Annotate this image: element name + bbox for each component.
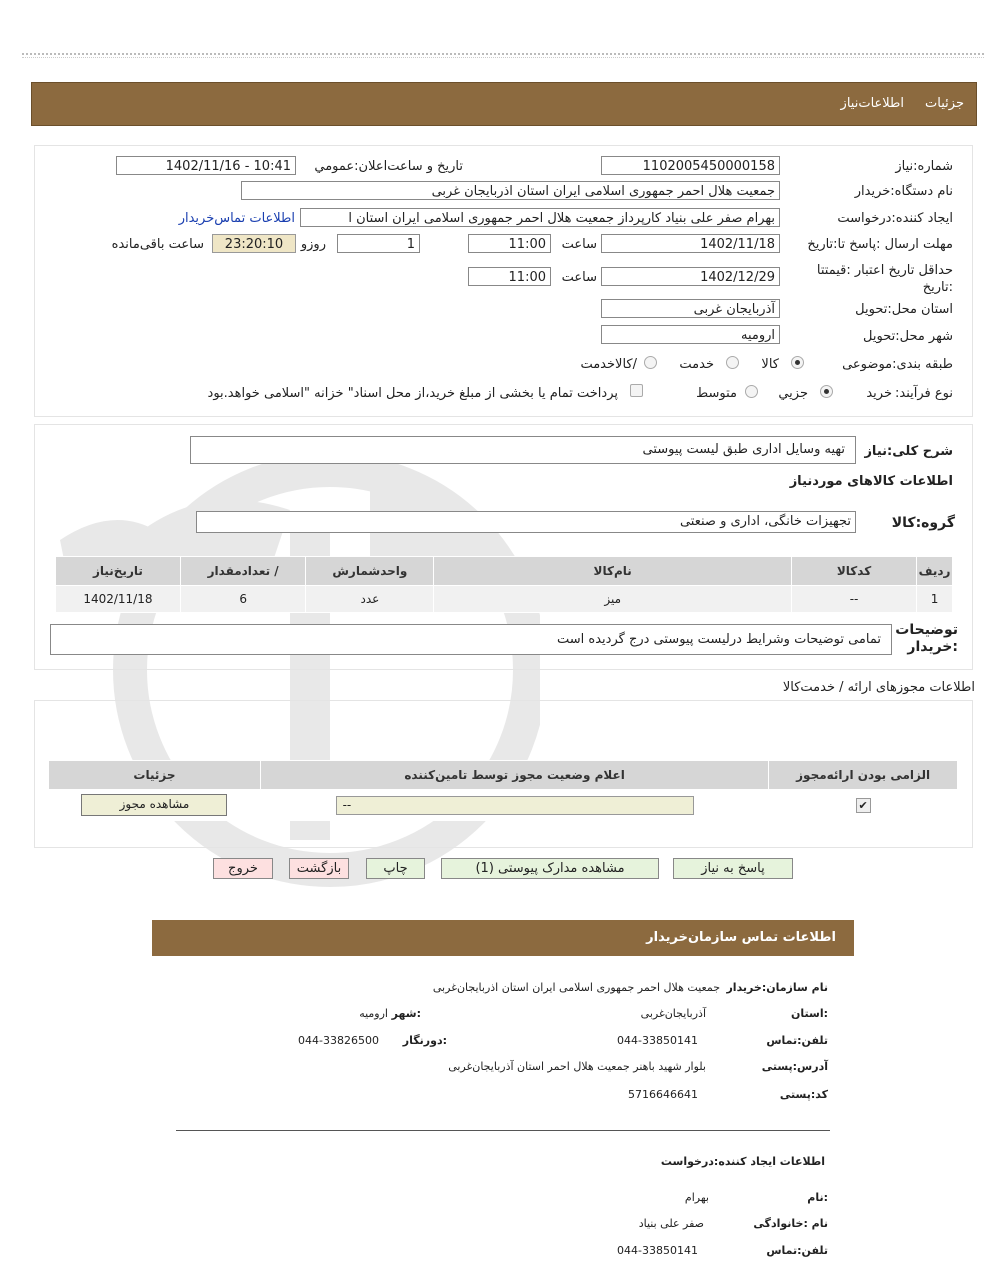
contact-address-label: آدرس:پستی [761, 1060, 828, 1073]
top-divider [22, 53, 984, 55]
goods-table-header [56, 557, 953, 586]
summary-label: شرح کلی:نیاز [864, 444, 953, 459]
cell-unit: عدد [306, 586, 434, 613]
contact-fax-value: 044-33826500 [298, 1034, 379, 1047]
province-field: آذربایجان غربی [601, 299, 780, 318]
radio-goods-service-label: /کالاخدمت [580, 357, 637, 372]
radio-partial[interactable] [820, 385, 833, 398]
creator-family-label: نام :خانوادگی [753, 1217, 828, 1230]
radio-partial-label: جزيي [778, 386, 808, 401]
creator-info-title: اطلاعات ایجاد کننده:درخواست [660, 1155, 825, 1168]
validity-label: حداقل تاریخ اعتبار :قیمتتا :تاریخ [816, 263, 953, 295]
permits-title: اطلاعات مجوزهای ارائه / خدمت‌کالا [782, 680, 975, 695]
contact-phone-value: 044-33850141 [617, 1034, 698, 1047]
contact-phone-label: تلفن:تماس [766, 1034, 828, 1047]
contact-address-value: بلوار شهید باهنر جمعیت هلال احمر استان آذربایجان‌غربی [448, 1060, 706, 1073]
contact-divider [176, 1130, 830, 1131]
buyer-contact-link[interactable]: اطلاعات تماس‌خریدار [178, 211, 295, 226]
treasury-payment-checkbox[interactable] [630, 384, 643, 397]
validity-time-field: 11:00 [468, 267, 551, 286]
contact-postal-value: 5716646641 [628, 1088, 698, 1101]
creator-name-value: بهرام [684, 1191, 709, 1204]
buyer-contact-title: اطلاعات تماس سازمان‌خریدار [646, 930, 836, 945]
city-field: ارومیه [601, 325, 780, 344]
creator-phone-value: 044-33850141 [617, 1244, 698, 1257]
validity-time-label: ساعت [561, 270, 597, 285]
contact-fax-label: :دورنگار [402, 1034, 447, 1047]
radio-goods-service[interactable] [644, 356, 657, 369]
deadline-time-field: 11:00 [468, 234, 551, 253]
group-field: تجهیزات خانگی، اداری و صنعتی [196, 511, 856, 533]
cell-permit-required [769, 790, 958, 821]
cell-permit-details [49, 790, 261, 821]
tab-details[interactable]: جزئيات [925, 96, 964, 111]
col-permit-required: الزامی بودن ارائه‌مجوز [769, 761, 958, 790]
col-qty: / تعدادمقدار [180, 557, 306, 586]
permit-required-checkbox[interactable]: ✔ [856, 798, 871, 813]
creator-name-label: :نام [807, 1191, 828, 1204]
group-label: گروه:کالا [891, 515, 955, 531]
need-number-label: شماره:نیاز [895, 159, 953, 174]
cell-permit-status [260, 790, 768, 821]
contact-province-label: :استان [791, 1007, 828, 1020]
creator-field: بهرام صفر علی بنیاد کارپرداز جمعیت هلال احمر جمهوری اسلامی ایران استان ا [300, 208, 780, 227]
permit-status-field [336, 796, 694, 815]
cell-date: 1402/11/18 [56, 586, 181, 613]
deadline-time-label: ساعت [561, 237, 597, 252]
creator-label: ایجاد کننده:درخواست [837, 211, 953, 226]
announce-label: تاریخ و ساعت‌اعلان:عمومي [314, 159, 463, 174]
process-label: نوع فرآیند: [895, 386, 953, 401]
cell-name: میز [434, 586, 792, 613]
cell-row: 1 [917, 586, 953, 613]
permits-table-header [49, 761, 958, 790]
buyer-contact-bar [152, 920, 854, 956]
validity-date-field: 1402/12/29 [601, 267, 780, 286]
permits-table [48, 760, 958, 821]
col-unit: واحدشمارش [306, 557, 434, 586]
days-field: 1 [337, 234, 420, 253]
col-name: نام‌کالا [434, 557, 792, 586]
print-button[interactable]: چاپ [366, 858, 425, 879]
radio-medium-label: متوسط [696, 386, 737, 401]
creator-family-value: صفر علی بنیاد [638, 1217, 704, 1230]
contact-city-value: ارومیه [359, 1007, 388, 1020]
reply-button[interactable]: پاسخ به نیاز [673, 858, 793, 879]
col-row: رديف [917, 557, 953, 586]
table-row [56, 586, 953, 613]
col-date: تاریخ‌نیاز [56, 557, 181, 586]
col-permit-details: جزئیات [49, 761, 261, 790]
province-label: استان محل:تحویل [855, 302, 953, 317]
org-label: نام سازمان:خریدار [726, 981, 828, 994]
cell-code: -- [792, 586, 917, 613]
back-button[interactable]: بازگشت [289, 858, 349, 879]
goods-table [55, 556, 953, 613]
remaining-label: ساعت باقی‌مانده [111, 237, 204, 252]
radio-medium[interactable] [745, 385, 758, 398]
view-permit-button[interactable]: مشاهده مجوز [81, 794, 227, 816]
radio-service[interactable] [726, 356, 739, 369]
city-label: شهر محل:تحویل [863, 329, 953, 344]
tab-need-info[interactable]: اطلاعات‌نیاز [840, 96, 904, 111]
attachments-button[interactable]: مشاهده مدارک پیوستی (1) [441, 858, 659, 879]
goods-info-heading: اطلاعات کالاهای موردنیاز [789, 474, 953, 489]
category-label: طبقه بندی:موضوعی [842, 357, 953, 372]
permit-status-value: -- [342, 797, 352, 812]
announce-field: 1402/11/16 - 10:41 [116, 156, 296, 175]
buyer-notes-label: توضیحات :خریدار [895, 622, 958, 655]
treasury-payment-text: پرداخت تمام یا بخشی از مبلغ خرید،از محل اسناد" خزانه "اسلامی خواهد.بود [207, 386, 618, 401]
process-buy-label: خرید [866, 386, 892, 401]
radio-service-label: خدمت [679, 357, 714, 372]
radio-goods-label: کالا [761, 357, 779, 372]
deadline-date-field: 1402/11/18 [601, 234, 780, 253]
creator-phone-label: تلفن:تماس [766, 1244, 828, 1257]
table-row [49, 790, 958, 821]
cell-qty: 6 [180, 586, 306, 613]
contact-city-label: :شهر [391, 1007, 421, 1020]
buyer-notes-field: تمامی توضیحات وشرایط درلیست پیوستی درج گردیده است [50, 624, 892, 655]
contact-province-value: آذربایجان‌غربی [640, 1007, 706, 1020]
contact-postal-label: کد:پستی [779, 1088, 828, 1101]
need-number-field: 1102005450000158 [601, 156, 780, 175]
buyer-label: نام دستگاه:خریدار [854, 184, 953, 199]
page-header-bar [31, 82, 977, 126]
org-value: جمعیت هلال احمر جمهوری اسلامی ایران استان اذربایجان‌غربی [432, 981, 720, 994]
deadline-label: مهلت ارسال :پاسخ تا:تاریخ [807, 237, 953, 252]
remaining-time-field: 23:20:10 [212, 234, 296, 253]
exit-button[interactable]: خروج [213, 858, 273, 879]
col-permit-status: اعلام وضعیت مجوز توسط تامین‌کننده [260, 761, 768, 790]
top-divider-2 [22, 57, 984, 58]
days-label: روزو [300, 237, 326, 252]
col-code: کدکالا [792, 557, 917, 586]
summary-field: تهیه وسایل اداری طبق لیست پیوستی [190, 436, 856, 464]
radio-goods[interactable] [791, 356, 804, 369]
buyer-field: جمعیت هلال احمر جمهوری اسلامی ایران استان اذربایجان غربی [241, 181, 780, 200]
